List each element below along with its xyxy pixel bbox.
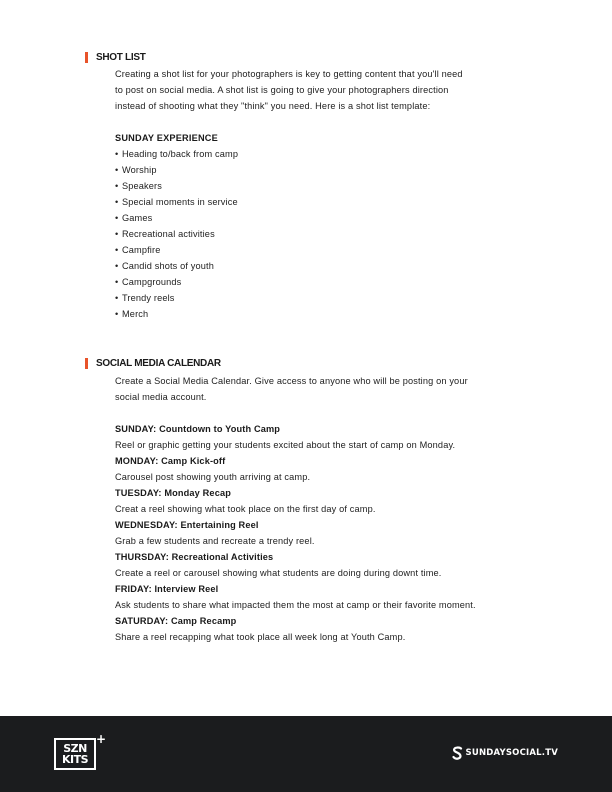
day-desc: Create a reel or carousel showing what students are doing during downt time. bbox=[115, 568, 442, 578]
day-desc: Ask students to share what impacted them the most at camp or their favorite moment. bbox=[115, 600, 476, 610]
list-item: • Games bbox=[115, 213, 153, 223]
accent-bar bbox=[85, 358, 88, 369]
szn-kits-logo bbox=[54, 738, 96, 770]
list-item: • Speakers bbox=[115, 181, 163, 191]
sundaysocial-brand bbox=[452, 746, 558, 760]
intro-line: social media account. bbox=[115, 392, 207, 402]
list-item: • Candid shots of youth bbox=[115, 261, 215, 271]
day-title: THURSDAY: Recreational Activities bbox=[115, 552, 274, 562]
intro-line: instead of shooting what they "think" you need. Here is a shot list template: bbox=[115, 101, 431, 111]
logo-line: KITS bbox=[61, 753, 89, 766]
list-item: • Special moments in service bbox=[115, 197, 238, 207]
intro-line: Create a Social Media Calendar. Give access to anyone who will be posting on your bbox=[115, 376, 468, 386]
logo-plus-icon: + bbox=[96, 732, 107, 746]
logo-line: SZN bbox=[63, 742, 87, 755]
day-desc: Creat a reel showing what took place on the first day of camp. bbox=[115, 504, 376, 514]
day-title: SUNDAY: Countdown to Youth Camp bbox=[115, 424, 281, 434]
list-item: • Campfire bbox=[115, 245, 161, 255]
list-item: • Worship bbox=[115, 165, 157, 175]
day-desc: Grab a few students and recreate a trendy reel. bbox=[115, 536, 315, 546]
day-title: MONDAY: Camp Kick-off bbox=[115, 456, 226, 466]
day-title: FRIDAY: Interview Reel bbox=[115, 584, 219, 594]
shot-list-header bbox=[85, 50, 146, 64]
day-desc: Share a reel recapping what took place all week long at Youth Camp. bbox=[115, 632, 406, 642]
intro-line: to post on social media. A shot list is going to give your photographers direction bbox=[115, 85, 449, 95]
day-title: SATURDAY: Camp Recamp bbox=[115, 616, 237, 626]
brand-text: SUNDAYSOCIAL.TV bbox=[465, 748, 558, 758]
list-item: • Merch bbox=[115, 309, 149, 319]
list-item: • Recreational activities bbox=[115, 229, 215, 239]
day-title: TUESDAY: Monday Recap bbox=[115, 488, 231, 498]
day-desc: Carousel post showing youth arriving at camp. bbox=[115, 472, 311, 482]
calendar-title: SOCIAL MEDIA CALENDAR bbox=[96, 357, 221, 369]
day-desc: Reel or graphic getting your students excited about the start of camp on Monday. bbox=[115, 440, 456, 450]
day-title: WEDNESDAY: Entertaining Reel bbox=[115, 520, 259, 530]
footer bbox=[0, 716, 612, 792]
accent-bar bbox=[85, 52, 88, 63]
list-item: • Trendy reels bbox=[115, 293, 175, 303]
s-logo-icon bbox=[452, 746, 463, 760]
list-item: • Heading to/back from camp bbox=[115, 149, 239, 159]
calendar-intro bbox=[115, 373, 565, 405]
shot-list-items bbox=[115, 146, 238, 322]
shot-list-intro bbox=[115, 66, 565, 114]
calendar-header bbox=[85, 356, 221, 370]
calendar-days bbox=[115, 421, 476, 645]
sunday-experience-heading: SUNDAY EXPERIENCE bbox=[115, 133, 218, 143]
list-item: • Campgrounds bbox=[115, 277, 182, 287]
intro-line: Creating a shot list for your photographers is key to getting content that you'll need bbox=[115, 69, 463, 79]
shot-list-title: SHOT LIST bbox=[96, 51, 146, 63]
